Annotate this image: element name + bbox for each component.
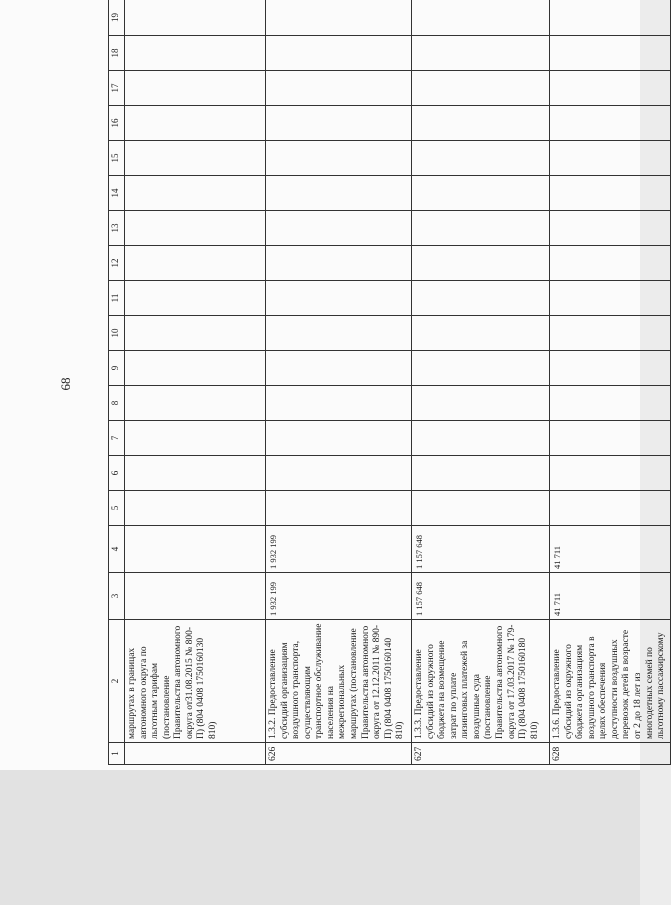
table-cell xyxy=(412,0,550,36)
row-description: 1.3.3. Предоставление субсидий из окружного бюджета на возмещение затрат по уплате лизинговых платежей за воздушные суда (постановление Правительства автономного округа от 17.03.2017 № 179-П) (804 0408 1750160180 810) xyxy=(412,620,550,743)
table-cell xyxy=(412,386,550,421)
table-cell xyxy=(125,281,266,316)
table-cell xyxy=(550,106,671,141)
row-value-col3 xyxy=(125,573,266,620)
table-cell xyxy=(266,351,412,386)
row-value-col3: 41 711 xyxy=(550,573,671,620)
table-cell xyxy=(125,421,266,456)
table-cell xyxy=(550,386,671,421)
page-number: 68 xyxy=(58,377,73,391)
row-number: 626 xyxy=(266,743,412,765)
column-header: 5 xyxy=(109,491,125,526)
table-cell xyxy=(550,491,671,526)
table-row xyxy=(266,0,412,765)
table-cell xyxy=(266,386,412,421)
table-cell xyxy=(550,351,671,386)
table-cell xyxy=(550,421,671,456)
table-cell xyxy=(266,246,412,281)
table-cell xyxy=(266,141,412,176)
table-cell xyxy=(125,246,266,281)
table-cell xyxy=(412,246,550,281)
table-cell xyxy=(412,456,550,491)
table-cell xyxy=(550,176,671,211)
table-cell xyxy=(125,36,266,71)
table-cell xyxy=(125,211,266,246)
table-cell xyxy=(550,211,671,246)
table-cell xyxy=(550,71,671,106)
column-header: 6 xyxy=(109,456,125,491)
column-header: 16 xyxy=(109,106,125,141)
column-header: 10 xyxy=(109,316,125,351)
table-cell xyxy=(550,0,671,36)
table-cell xyxy=(125,351,266,386)
column-header: 4 xyxy=(109,526,125,573)
table-cell xyxy=(125,71,266,106)
table-cell xyxy=(412,281,550,316)
table-cell xyxy=(412,71,550,106)
row-number: 627 xyxy=(412,743,550,765)
table-cell xyxy=(266,211,412,246)
table-cell xyxy=(266,491,412,526)
table-cell xyxy=(412,211,550,246)
row-value-col4: 41 711 xyxy=(550,526,671,573)
row-number: 628 xyxy=(550,743,671,765)
column-header: 17 xyxy=(109,71,125,106)
table-cell xyxy=(550,281,671,316)
row-value-col3: 1 157 648 xyxy=(412,573,550,620)
table-cell xyxy=(266,281,412,316)
table-row xyxy=(412,0,550,765)
column-header: 11 xyxy=(109,281,125,316)
table-cell xyxy=(266,421,412,456)
table-cell xyxy=(125,0,266,36)
table-cell xyxy=(125,176,266,211)
row-value-col3: 1 932 199 xyxy=(266,573,412,620)
table-cell xyxy=(412,36,550,71)
table-cell xyxy=(412,351,550,386)
column-header: 3 xyxy=(109,573,125,620)
column-header: 19 xyxy=(109,0,125,36)
table-cell xyxy=(412,421,550,456)
table-cell xyxy=(125,456,266,491)
column-header: 12 xyxy=(109,246,125,281)
table-cell xyxy=(550,316,671,351)
table-cell xyxy=(266,106,412,141)
table-cell xyxy=(550,36,671,71)
table-cell xyxy=(266,36,412,71)
column-header: 9 xyxy=(109,351,125,386)
row-description: 1.3.6. Предоставление субсидий из окружного бюджета организациям воздушного транспорта в целях обеспечения доступности воздушных перевозок детей в возрасте от 2 до 18 лет из многодетных семей по льготному пассажирскому xyxy=(550,620,671,743)
table-cell xyxy=(266,316,412,351)
table-cell xyxy=(125,106,266,141)
scan-background xyxy=(0,770,640,905)
column-header: 15 xyxy=(109,141,125,176)
column-header: 8 xyxy=(109,386,125,421)
column-header: 1 xyxy=(109,743,125,765)
row-number xyxy=(125,743,266,765)
row-value-col4: 1 157 648 xyxy=(412,526,550,573)
table-cell xyxy=(412,491,550,526)
column-header: 7 xyxy=(109,421,125,456)
row-description: маршрутах в границах автономного округа по льготным тарифам (постановление Правительства автономного округа от31.08.2015 № 800-П) (804 0408 1750160130 810) xyxy=(125,620,266,743)
budget-table xyxy=(108,0,671,765)
table-cell xyxy=(266,176,412,211)
table-cell xyxy=(550,246,671,281)
table-row xyxy=(550,0,671,765)
table-cell xyxy=(412,106,550,141)
table-cell xyxy=(125,316,266,351)
table-cell xyxy=(550,141,671,176)
row-value-col4 xyxy=(125,526,266,573)
row-value-col4: 1 932 199 xyxy=(266,526,412,573)
table-cell xyxy=(125,141,266,176)
table-cell xyxy=(412,141,550,176)
table-cell xyxy=(412,316,550,351)
column-header: 18 xyxy=(109,36,125,71)
column-header: 14 xyxy=(109,176,125,211)
header-row xyxy=(109,0,125,765)
column-header: 13 xyxy=(109,211,125,246)
table-cell xyxy=(125,386,266,421)
table-cell xyxy=(125,491,266,526)
rotated-table-wrapper xyxy=(108,13,667,765)
table-cell xyxy=(266,71,412,106)
table-row xyxy=(125,0,266,765)
table-cell xyxy=(266,456,412,491)
table-cell xyxy=(266,0,412,36)
column-header: 2 xyxy=(109,620,125,743)
table-cell xyxy=(550,456,671,491)
row-description: 1.3.2. Предоставление субсидий организациям воздушного транспорта, осуществляющим транспортное обслуживание населения на межрегиональных маршрутах (постановление Правительства автономного округа от 12.12.2011 № 890-П) (804 0408 1750160140 810) xyxy=(266,620,412,743)
table-cell xyxy=(412,176,550,211)
